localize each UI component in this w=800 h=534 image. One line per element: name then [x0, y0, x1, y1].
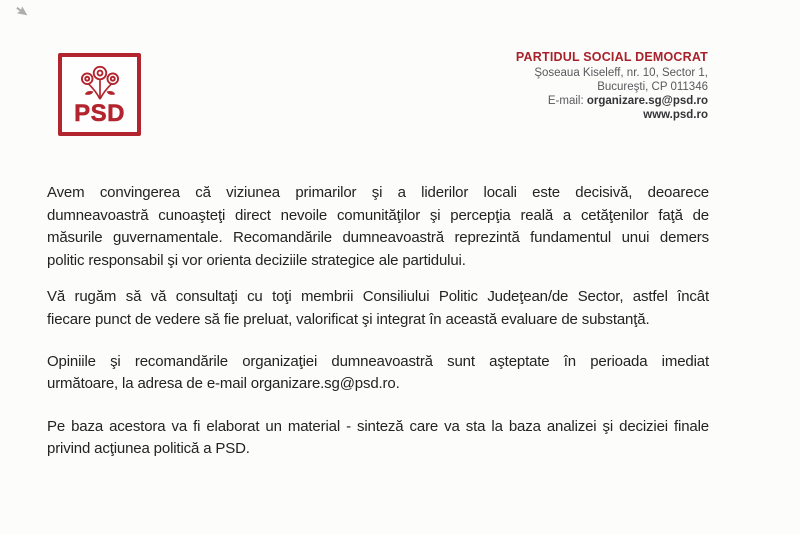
paragraph-4-line-1: Pe baza acestora va fi elaborat un material - sinteză care va sta la baza analizei şi deciziei finale	[47, 417, 709, 435]
paragraph-3-line-2: următoare, la adresa de e-mail organizare.sg@psd.ro.	[47, 375, 400, 393]
paragraph-2-line-1: Vă rugăm să vă consultaţi cu toţi membrii Consiliului Politic Judeţean/de Sector, astfel încât	[47, 288, 709, 306]
website: www.psd.ro	[643, 109, 708, 121]
email-address: organizare.sg@psd.ro	[586, 95, 708, 107]
paragraph-1	[47, 182, 709, 272]
org-name: PARTIDUL SOCIAL DEMOCRAT	[515, 50, 708, 64]
three-roses-icon	[77, 65, 123, 101]
psd-logo	[58, 53, 141, 136]
email-line	[516, 94, 708, 108]
paragraph-4-line-2: privind acţiunea politică a PSD.	[47, 440, 250, 458]
email-label: E-mail:	[547, 95, 587, 107]
paragraph-1-line-4: politic responsabil şi vor orienta deciziile strategice ale partidului.	[47, 251, 466, 269]
address-line-2: Bucureşti, CP 011346	[597, 81, 708, 93]
paragraph-1-line-2: dumneavoastră cunoaşteţi direct nevoile comunităţilor şi percepţia reală a cetăţenilor faţă de	[47, 206, 709, 224]
paragraph-2	[47, 286, 709, 331]
logo-text: PSD	[74, 100, 125, 127]
paragraph-1-line-1: Avem convingerea că viziunea primarilor şi a liderilor locali este decisivă, deoarece	[47, 184, 709, 201]
mouse-cursor-icon	[11, 4, 27, 21]
paragraph-2-line-2: fiecare punct de vedere să fie preluat, valorificat şi integrat în această evaluare de substanţă.	[47, 310, 650, 328]
paragraph-3	[47, 351, 709, 396]
paragraph-4	[47, 416, 709, 461]
address-line-1: Şoseaua Kiseleff, nr. 10, Sector 1,	[534, 67, 708, 79]
paragraph-3-line-1: Opiniile şi recomandările organizaţiei dumneavoastră sunt aşteptate în perioada imediat	[47, 352, 709, 370]
letter-body	[47, 182, 709, 461]
paragraph-1-line-3: măsurile guvernamentale. Recomandările dumneavoastră reprezintă fundamentul unui demers	[47, 229, 709, 247]
letterhead	[516, 50, 708, 122]
